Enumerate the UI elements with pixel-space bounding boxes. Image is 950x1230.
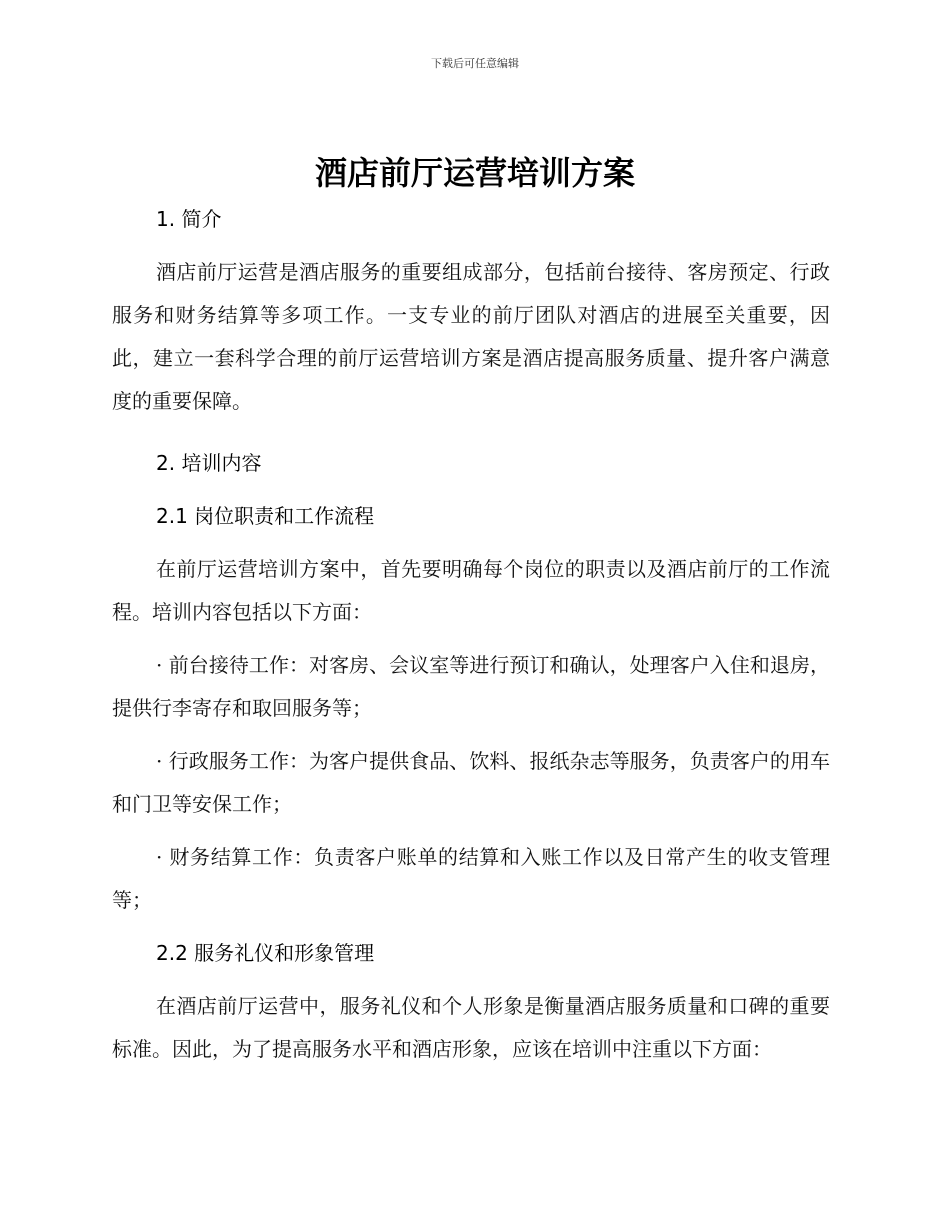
etiquette-paragraph: 在酒店前厅运营中，服务礼仪和个人形象是衡量酒店服务质量和口碑的重要标准。因此，为了提高服务水平和酒店形象，应该在培训中注重以下方面： [112,994,830,1061]
subsection-heading-duties: 2.1 岗位职责和工作流程 [156,504,375,528]
bullet-finance: · 财务结算工作：负责客户账单的结算和入账工作以及日常产生的收支管理等； [112,845,830,912]
section-heading-intro: 1. 简介 [156,207,222,231]
section-heading-training-content: 2. 培训内容 [156,451,262,475]
header-note: 下载后可任意编辑 [431,57,519,70]
subsection-heading-etiquette: 2.2 服务礼仪和形象管理 [156,941,375,965]
bullet-front-desk: · 前台接待工作：对客房、会议室等进行预订和确认，处理客户入住和退房，提供行李寄存和取回服务等； [112,653,830,720]
bullet-admin-service: · 行政服务工作：为客户提供食品、饮料、报纸杂志等服务，负责客户的用车和门卫等安保工作； [112,749,830,816]
document-title: 酒店前厅运营培训方案 [314,154,635,192]
duties-paragraph: 在前厅运营培训方案中，首先要明确每个岗位的职责以及酒店前厅的工作流程。培训内容包括以下方面： [112,557,830,624]
document-body [112,198,830,1081]
intro-paragraph: 酒店前厅运营是酒店服务的重要组成部分，包括前台接待、客房预定、行政服务和财务结算等多项工作。一支专业的前厅团队对酒店的进展至关重要，因此，建立一套科学合理的前厅运营培训方案是酒店提高服务质量、提升客户满意度的重要保障。 [112,260,830,413]
